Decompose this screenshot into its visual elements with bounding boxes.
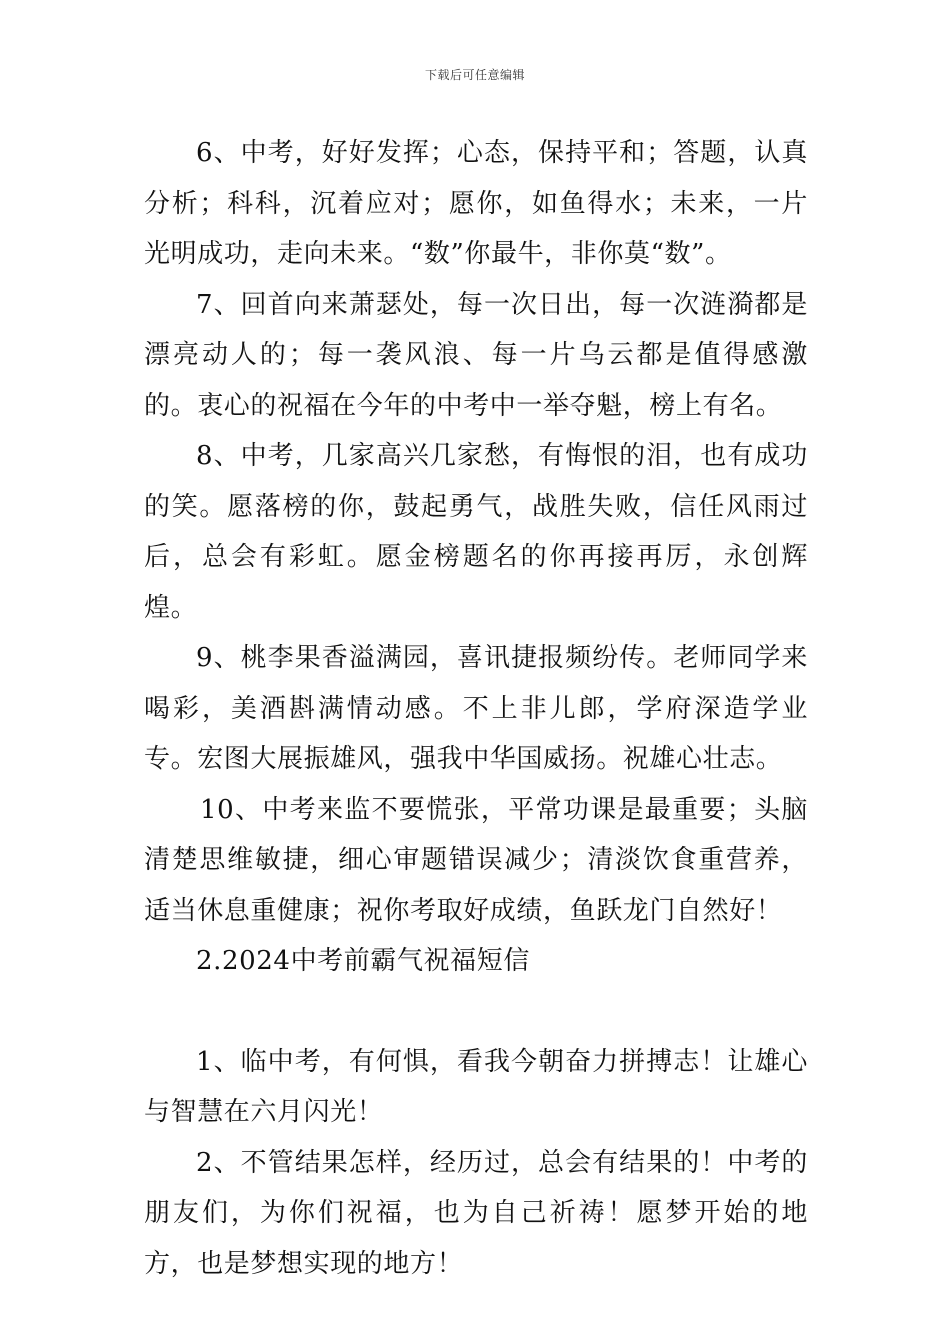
paragraph-10: 10、中考来监不要慌张，平常功课是最重要；头脑清楚思维敏捷，细心审题错误减少；清淡饮食重营养，适当休息重健康；祝你考取好成绩，鱼跃龙门自然好！ — [144, 794, 808, 926]
paragraph-8: 8、中考，几家高兴几家愁，有悔恨的泪，也有成功的笑。愿落榜的你，鼓起勇气，战胜失败，信任风雨过后，总会有彩虹。愿金榜题名的你再接再厉，永创辉煌。 — [144, 441, 808, 623]
section-spacer — [144, 987, 808, 1037]
paragraph-6: 6、中考，好好发挥；心态，保持平和；答题，认真分析；科科，沉着应对；愿你，如鱼得水；未来，一片光明成功，走向未来。“数”你最牛，非你莫“数”。 — [144, 138, 808, 269]
paragraph-s2-1: 1、临中考，有何惧，看我今朝奋力拼搏志！让雄心与智慧在六月闪光！ — [144, 1046, 808, 1127]
paragraph-7: 7、回首向来萧瑟处，每一次日出，每一次涟漪都是漂亮动人的；每一袭风浪、每一片乌云都是值得感激的。衷心的祝福在今年的中考中一举夺魁，榜上有名。 — [144, 289, 808, 421]
document-body — [144, 128, 808, 1289]
section-heading: 2.2024中考前霸气祝福短信 — [196, 946, 530, 976]
paragraph-9: 9、桃李果香溢满园，喜讯捷报频纷传。老师同学来喝彩，美酒斟满情动感。不上非儿郎，学府深造学业专。宏图大展振雄风，强我中华国威扬。祝雄心壮志。 — [144, 643, 808, 774]
page-header: 下载后可任意编辑 — [424, 68, 525, 82]
paragraph-s2-2: 2、不管结果怎样，经历过，总会有结果的！中考的朋友们，为你们祝福，也为自己祈祷！愿梦开始的地方，也是梦想实现的地方！ — [144, 1147, 808, 1279]
